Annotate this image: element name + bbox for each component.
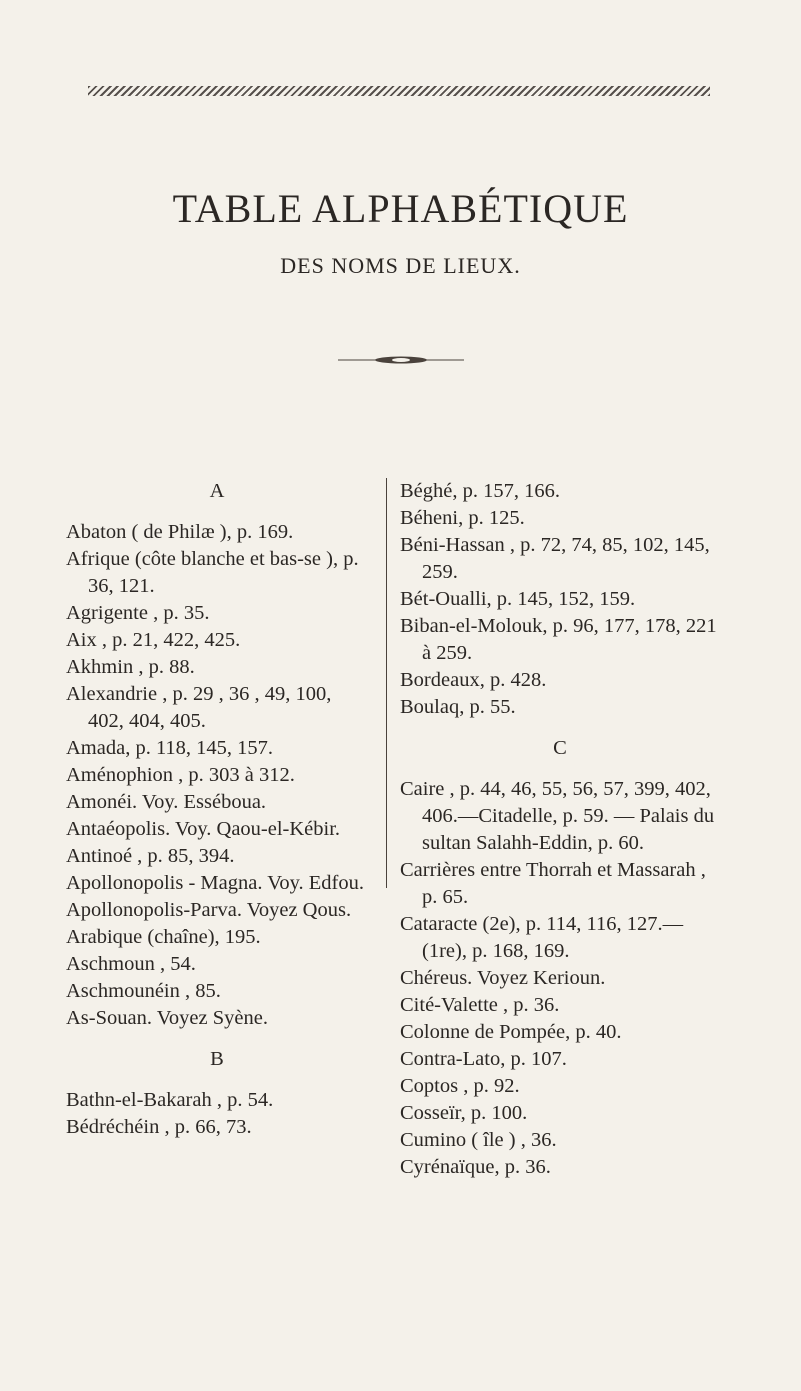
page-title: TABLE ALPHABÉTIQUE — [172, 186, 629, 231]
index-entry: Coptos , p. 92. — [400, 1075, 520, 1097]
entries-b-left — [66, 1087, 368, 1141]
index-entry: Aschmoun , 54. — [66, 953, 196, 975]
index-entry: Arabique (chaîne), 195. — [66, 926, 261, 948]
index-entry: Bordeaux, p. 428. — [400, 669, 547, 691]
index-entry: Colonne de Pompée, p. 40. — [400, 1021, 622, 1043]
top-decorative-rule — [88, 86, 710, 96]
index-entry: Contra-Lato, p. 107. — [400, 1048, 567, 1070]
section-letter-a: A — [209, 480, 225, 502]
index-entry: Carrières entre Thorrah et Massarah , p. 65. — [400, 859, 706, 908]
section-letter-b: B — [210, 1048, 224, 1070]
entries-a — [66, 519, 368, 1032]
index-entry: Abaton ( de Philæ ), p. 169. — [66, 521, 294, 543]
index-entry: Bédréchéin , p. 66, 73. — [66, 1116, 252, 1138]
index-entry: Antaéopolis. Voy. Qaou-el-Kébir. — [66, 818, 341, 840]
page-subtitle: DES NOMS DE LIEUX. — [280, 253, 521, 278]
column-divider — [386, 478, 387, 888]
index-entry: Aschmounéin , 85. — [66, 980, 221, 1002]
index-entry: Cataracte (2e), p. 114, 116, 127.—(1re), p. 168, 169. — [400, 913, 684, 962]
index-entry: Afrique (côte blanche et bas-se ), p. 36, 121. — [66, 548, 359, 597]
index-entry: Cosseïr, p. 100. — [400, 1102, 528, 1124]
index-entry: Béheni, p. 125. — [400, 507, 525, 529]
index-entry: Biban-el-Molouk, p. 96, 177, 178, 221 à 259. — [400, 615, 717, 664]
index-entry: Cyrénaïque, p. 36. — [400, 1156, 551, 1178]
index-entry: Antinoé , p. 85, 394. — [66, 845, 235, 867]
index-entry: Apollonopolis-Parva. Voyez Qous. — [66, 899, 352, 921]
index-entry: Cumino ( île ) , 36. — [400, 1129, 557, 1151]
index-entry: Akhmin , p. 88. — [66, 656, 195, 678]
index-entry: Agrigente , p. 35. — [66, 602, 210, 624]
left-column — [66, 478, 368, 1141]
index-entry: Béni-Hassan , p. 72, 74, 85, 102, 145, 259. — [400, 534, 710, 583]
index-entry: Cité-Valette , p. 36. — [400, 994, 560, 1016]
index-entry: Amonéi. Voy. Esséboua. — [66, 791, 267, 813]
index-entry: Apollonopolis - Magna. Voy. Edfou. — [66, 872, 365, 894]
index-entry: Chéreus. Voyez Kerioun. — [400, 967, 606, 989]
index-entry: Aix , p. 21, 422, 425. — [66, 629, 241, 651]
index-entry: Alexandrie , p. 29 , 36 , 49, 100, 402, 404, 405. — [66, 683, 332, 732]
index-entry: Béghé, p. 157, 166. — [400, 480, 560, 502]
index-entry: Aménophion , p. 303 à 312. — [66, 764, 295, 786]
index-entry: Boulaq, p. 55. — [400, 696, 516, 718]
right-column — [400, 478, 720, 1181]
index-entry: Caire , p. 44, 46, 55, 56, 57, 399, 402, 406.—Citadelle, p. 59. — Palais du sultan Salahh-Eddin, p. 60. — [400, 778, 715, 854]
index-entry: Bathn-el-Bakarah , p. 54. — [66, 1089, 274, 1111]
entries-c — [400, 776, 720, 1181]
index-entry: Amada, p. 118, 145, 157. — [66, 737, 274, 759]
ornament-divider — [338, 355, 464, 365]
entries-b-right — [400, 478, 720, 721]
index-entry: As-Souan. Voyez Syène. — [66, 1007, 268, 1029]
section-letter-c: C — [553, 737, 567, 759]
index-entry: Bét-Oualli, p. 145, 152, 159. — [400, 588, 636, 610]
